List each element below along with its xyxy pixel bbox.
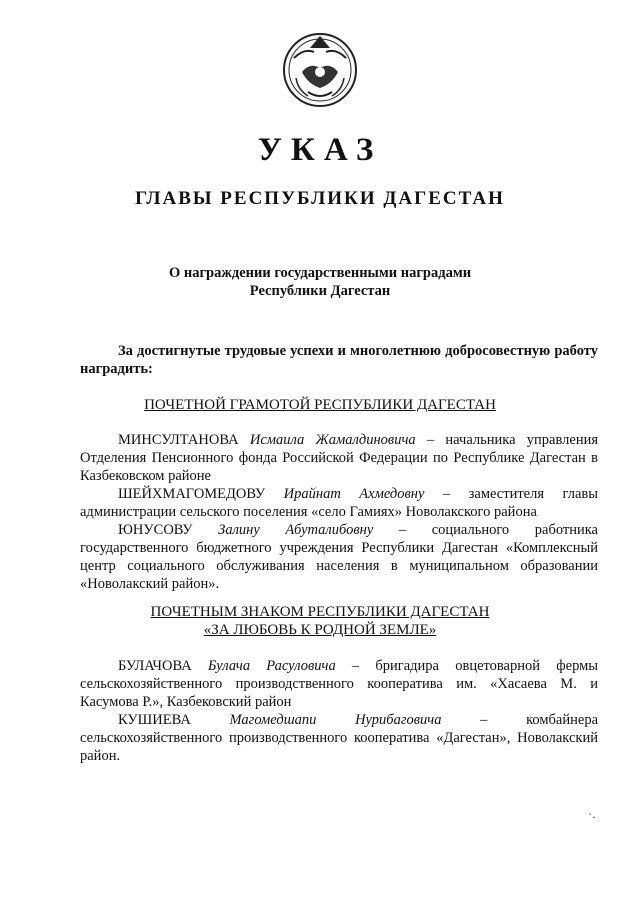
award-heading-znak-line2: «ЗА ЛЮБОВЬ К РОДНОЙ ЗЕМЛЕ» — [203, 622, 437, 638]
recipient-surname: БУЛАЧОВА — [118, 658, 192, 674]
recipient-position: – бригадира овцетоварной фермы сельскохозяйственного производственного кооператива им. «Хасаева М. и Касумова Р.», Казбековский район — [80, 658, 599, 710]
decree-subject — [0, 264, 640, 300]
recipient-surname: ШЕЙХМАГОМЕДОВУ — [118, 486, 266, 502]
decree-intro: За достигнутые трудовые успехи и многолетнюю добросовестную работу наградить: — [80, 343, 598, 377]
recipient-position: – комбайнера сельскохозяйственного производственного кооператива «Дагестан», Новолакский район. — [80, 712, 598, 764]
recipient-given-name: Булача Расуловича — [207, 658, 336, 674]
recipient-given-name: Исмаила Жамалдиновича — [249, 432, 416, 448]
recipient-paragraph — [80, 521, 598, 593]
recipient-given-name: Магомедшапи Нурибаговича — [229, 712, 442, 728]
document-subtitle: ГЛАВЫ РЕСПУБЛИКИ ДАГЕСТАН — [135, 188, 505, 209]
recipient-given-name: Залину Абуталибовну — [218, 522, 374, 538]
recipient-given-name: Ирайнат Ахмедовну — [283, 486, 425, 502]
recipient-surname: КУШИЕВА — [118, 712, 191, 728]
award-heading-gramota: ПОЧЕТНОЙ ГРАМОТОЙ РЕСПУБЛИКИ ДАГЕСТАН — [144, 397, 496, 413]
scan-artifact: ˙· — [588, 810, 596, 824]
recipient-surname: ЮНУСОВУ — [118, 522, 193, 538]
document-title: УКАЗ — [257, 132, 383, 168]
dagestan-coat-of-arms-icon — [280, 28, 360, 110]
award-heading-znak — [0, 603, 640, 639]
recipient-position: – начальника управления Отделения Пенсионного фонда Российской Федерации по Республике Дагестан в Казбековском районе — [80, 432, 599, 484]
decree-subject-line2: Республики Дагестан — [249, 283, 391, 299]
recipient-surname: МИНСУЛТАНОВА — [118, 432, 239, 448]
recipient-paragraph — [80, 657, 598, 711]
award-heading-znak-line1: ПОЧЕТНЫМ ЗНАКОМ РЕСПУБЛИКИ ДАГЕСТАН — [150, 604, 490, 620]
recipient-position: – социального работника государственного бюджетного учреждения Республики Дагестан «Комплексный центр социального обслуживания населения в муниципальном образовании «Новолакский район». — [80, 522, 598, 592]
recipient-position: – заместителя главы администрации сельского поселения «село Гамиях» Новолакского района — [80, 486, 598, 520]
decree-subject-line1: О награждении государственными наградами — [168, 265, 472, 281]
recipient-paragraph — [80, 711, 598, 765]
recipient-paragraph — [80, 431, 598, 485]
recipient-paragraph — [80, 485, 598, 521]
